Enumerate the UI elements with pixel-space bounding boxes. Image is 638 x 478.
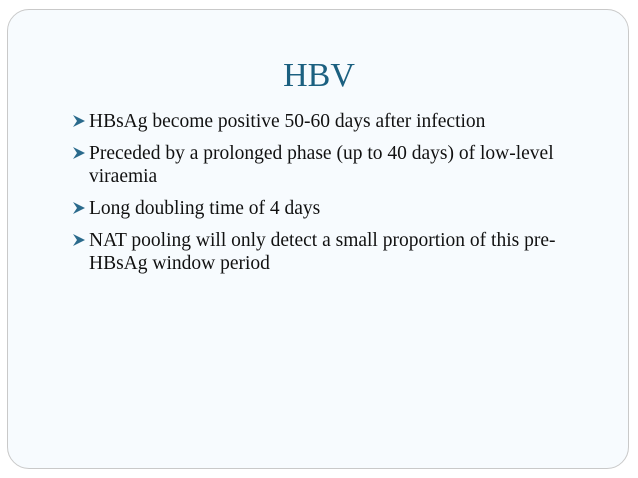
- arrowhead-bullet-icon: [72, 146, 86, 160]
- bullet-text: Preceded by a prolonged phase (up to 40 days) of low-level viraemia: [89, 143, 554, 187]
- slide-title: HBV: [283, 57, 355, 94]
- arrowhead-bullet-icon: [72, 201, 86, 215]
- bullet-item: [72, 197, 612, 220]
- bullet-item: [72, 142, 612, 188]
- bullet-text: HBsAg become positive 50-60 days after infection: [89, 111, 486, 132]
- bullet-item: [72, 110, 612, 133]
- bullet-item: [72, 229, 612, 275]
- arrowhead-bullet-icon: [72, 114, 86, 128]
- bullet-list: [72, 110, 612, 284]
- arrowhead-bullet-icon: [72, 233, 86, 247]
- bullet-text: NAT pooling will only detect a small proportion of this pre-HBsAg window period: [89, 230, 556, 274]
- bullet-text: Long doubling time of 4 days: [89, 198, 321, 219]
